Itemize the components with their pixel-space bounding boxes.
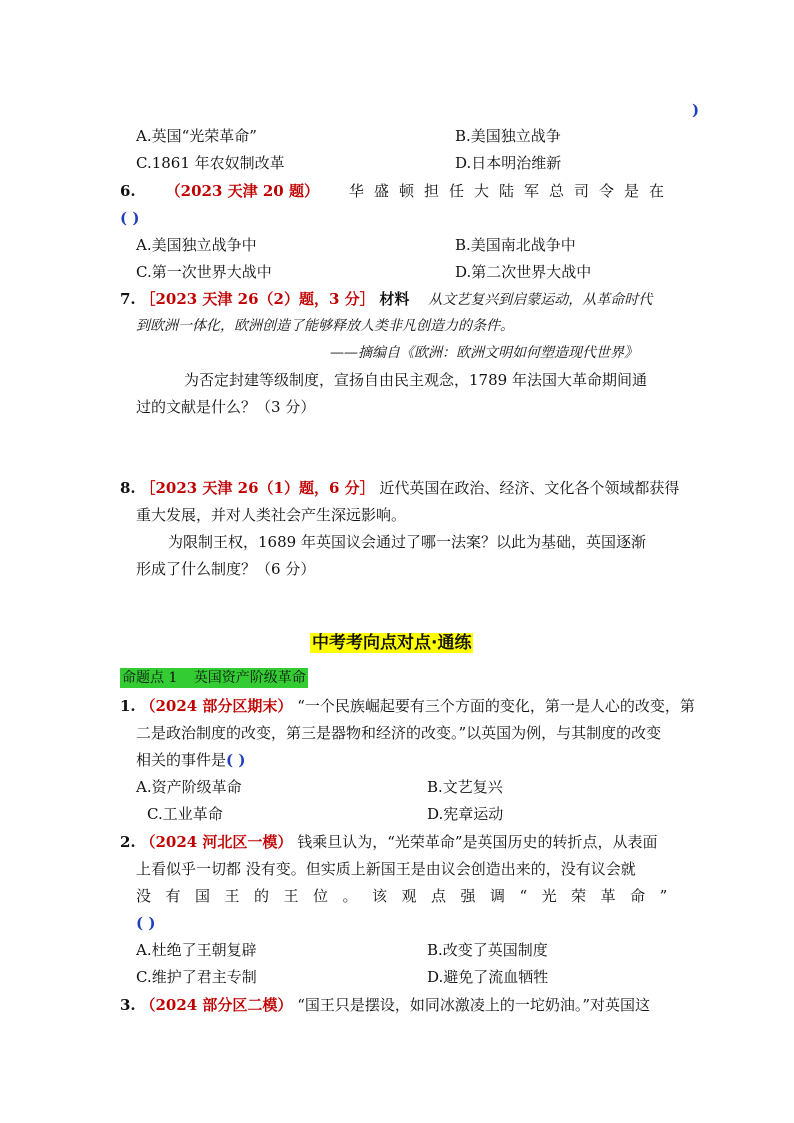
p1-source: （2024 部分区期末） [140,697,293,715]
p3-first-line [120,995,650,1015]
p2-first-line [120,832,658,852]
section-title: 中考考向点对点·通练 [312,633,472,653]
topic-label: 命题点 1 [122,670,178,686]
p1-line3 [136,750,245,770]
q5-option-a: A.英国“光荣革命” [136,127,257,145]
q6-stem-line [120,181,674,201]
q8-first-line [120,478,679,498]
q8-question-line2: 形成了什么制度？（6 分） [136,560,316,578]
p2-line1: 钱乘旦认为，“光荣革命”是英国历史的转折点，从表面 [297,833,658,851]
topic-tag [120,668,308,688]
p1-line1: “一个民族崛起要有三个方面的变化，第一是人心的改变，第 [297,697,695,715]
q8-source: ［2023 天津 26（1）题，6 分］ [140,479,375,497]
q6-stem: 华盛顿担任大陆军总司令是在 [348,182,674,200]
q8-line2: 重大发展，并对人类社会产生深远影响。 [136,506,407,524]
q7-material-line2: 到欧洲一体化，欧洲创造了能够释放人类非凡创造力的条件。 [136,318,514,334]
q5-option-d: D.日本明治维新 [455,154,562,172]
q6-number: 6. [120,182,136,200]
p1-line3-text: 相关的事件是 [136,751,227,769]
q7-source: ［2023 天津 26（2）题，3 分］ [140,290,375,308]
p2-answer-paren: ( ) [136,914,156,932]
p1-first-line [120,696,695,716]
p2-number: 2. [120,833,136,851]
q8-question-line1: 为限制王权，1689 年英国议会通过了哪一法案？以此为基础，英国逐渐 [168,533,646,551]
q6-source: （2023 天津 20 题） [165,182,319,200]
q6-option-a: A.美国独立战争中 [136,236,257,254]
q7-material-line1: 从文艺复兴到启蒙运动，从革命时代 [428,292,653,308]
p1-option-d: D.宪章运动 [427,805,504,823]
q7-number: 7. [120,290,136,308]
p1-number: 1. [120,697,136,715]
q7-first-line [120,289,652,310]
q6-option-c: C.第一次世界大战中 [136,263,272,281]
stray-paren: ) [692,101,700,119]
p1-line2: 二是政治制度的改变，第三是器物和经济的改变。”以英国为例，与其制度的改变 [136,724,662,742]
p1-option-b: B.文艺复兴 [427,778,503,796]
p2-option-d: D.避免了流血牺牲 [427,968,549,986]
q6-answer-paren: ( ) [120,209,140,227]
p1-option-c: C.工业革命 [147,805,223,823]
q8-number: 8. [120,479,136,497]
q7-citation: ——摘编自《欧洲：欧洲文明如何塑造现代世界》 [330,345,638,361]
p1-option-a: A.资产阶级革命 [136,778,242,796]
topic-name: 英国资产阶级革命 [193,670,306,686]
p3-source: （2024 部分区二模） [140,996,293,1014]
q8-line1: 近代英国在政治、经济、文化各个领域都获得 [379,479,680,497]
p2-line3: 没有国王的王位。该观点强调“光荣革命” [136,887,682,905]
p3-line1: “国王只是摆设，如同冰激凌上的一坨奶油。”对英国这 [297,996,651,1014]
q6-option-d: D.第二次世界大战中 [455,263,592,281]
p2-option-c: C.维护了君主专制 [136,968,257,986]
p2-source: （2024 河北区一模） [140,833,293,851]
p2-option-b: B.改变了英国制度 [427,941,548,959]
p2-line2: 上看似乎一切都 没有变。但实质上新国王是由议会创造出来的，没有议会就 [136,860,636,878]
q7-question-line1: 为否定封建等级制度，宣扬自由民主观念，1789 年法国大革命期间通 [184,371,647,389]
q7-question-line2: 过的文献是什么？（3 分） [136,398,316,416]
p3-number: 3. [120,996,136,1014]
q5-option-c: C.1861 年农奴制改革 [136,154,285,172]
p2-option-a: A.杜绝了王朝复辟 [136,941,257,959]
q5-option-b: B.美国独立战争 [455,127,561,145]
p1-answer-paren: ( ) [226,751,246,769]
q6-option-b: B.美国南北战争中 [455,236,576,254]
q7-material-label: 材料 [379,290,410,308]
